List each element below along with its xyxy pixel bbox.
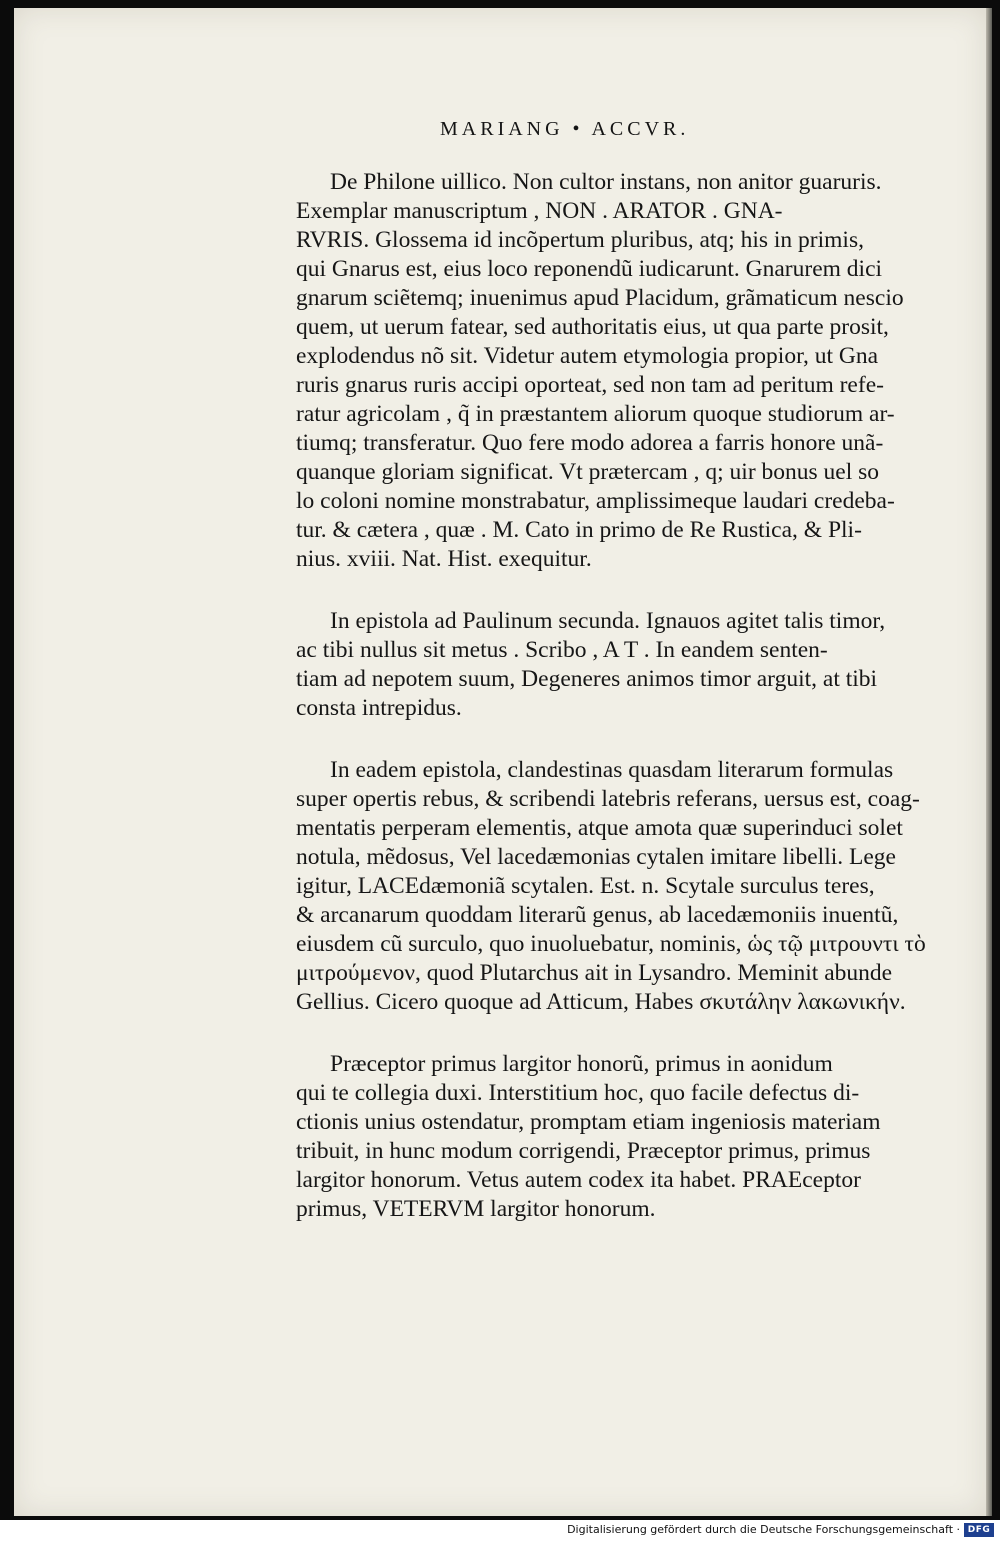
- text-line: ruris gnarus ruris accipi oporteat, sed non tam ad peritum refe-: [296, 372, 884, 398]
- dfg-logo: DFG: [964, 1523, 994, 1537]
- text-line: ratur agricolam , q̃ in præstantem aliorum quoque studiorum ar-: [296, 401, 895, 427]
- running-head: MARIANG • ACCVR.: [440, 118, 690, 140]
- page-edge: [986, 8, 992, 1516]
- text-line: Præceptor primus largitor honorũ, primus in aonidum: [330, 1051, 833, 1077]
- paragraph: [296, 756, 932, 1017]
- text-line: lo coloni nomine monstrabatur, amplissimeque laudari credeba-: [296, 488, 895, 514]
- text-line: qui Gnarus est, eius loco reponendũ iudicarunt. Gnarurem dici: [296, 256, 883, 282]
- text-line: De Philone uillico. Non cultor instans, non anitor guaruris.: [330, 169, 882, 195]
- text-line: tribuit, in hunc modum corrigendi, Præceptor primus, primus: [296, 1138, 871, 1164]
- text-line: explodendus nõ sit. Videtur autem etymologia propior, ut Gna: [296, 343, 879, 369]
- text-line: qui te collegia duxi. Interstitium hoc, quo facile defectus di-: [296, 1080, 860, 1106]
- text-line: tiumq; transferatur. Quo fere modo adorea a farris honore unã-: [296, 430, 884, 456]
- text-line: tur. & cætera , quæ . M. Cato in primo de Re Rustica, & Pli-: [296, 517, 862, 543]
- text-line: igitur, LACEdæmoniã scytalen. Est. n. Scytale surculus teres,: [296, 873, 875, 899]
- text-line: gnarum sciẽtemq; inuenimus apud Placidum, grãmaticum nescio: [296, 285, 904, 311]
- text-line: quem, ut uerum fatear, sed authoritatis eius, ut qua parte prosit,: [296, 314, 889, 340]
- text-line: ac tibi nullus sit metus . Scribo , A T . In eandem senten-: [296, 637, 828, 663]
- text-line: quanque gloriam significat. Vt prætercam , q; uir bonus uel so: [296, 459, 880, 485]
- funding-credit: Digitalisierung gefördert durch die Deutsche Forschungsgemeinschaft ·: [567, 1523, 960, 1536]
- text-line: In epistola ad Paulinum secunda. Ignauos agitet talis timor,: [330, 608, 886, 634]
- text-block: [296, 168, 932, 1257]
- text-line: primus, VETERVM largitor honorum.: [296, 1196, 656, 1222]
- text-line: super opertis rebus, & scribendi latebris referans, uersus est, coag-: [296, 786, 920, 812]
- paragraph: [296, 1050, 932, 1224]
- text-line: consta intrepidus.: [296, 695, 462, 721]
- text-line: nius. xviii. Nat. Hist. exequitur.: [296, 546, 592, 572]
- text-line: In eadem epistola, clandestinas quasdam literarum formulas: [330, 757, 894, 783]
- footer-bar: [0, 1520, 1000, 1541]
- paragraph: [296, 168, 932, 574]
- text-line: & arcanarum quoddam literarũ genus, ab lacedæmoniis inuentũ,: [296, 902, 899, 928]
- paragraph: [296, 607, 932, 723]
- text-line: notula, mẽdosus, Vel lacedæmonias cytalen imitare libelli. Lege: [296, 844, 896, 870]
- text-line: mentatis perperam elementis, atque amota quæ superinduci solet: [296, 815, 903, 841]
- text-line: Gellius. Cicero quoque ad Atticum, Habes σκυτάλην λακωνικήν.: [296, 989, 906, 1015]
- text-line: eiusdem cũ surculo, quo inuoluebatur, nominis, ὡς τῷ μιτρουντι τὸ: [296, 931, 926, 957]
- text-line: RVRIS. Glossema id incõpertum pluribus, atq; his in primis,: [296, 227, 864, 253]
- text-line: largitor honorum. Vetus autem codex ita habet. PRAEceptor: [296, 1167, 861, 1193]
- text-line: tiam ad nepotem suum, Degeneres animos timor arguit, at tibi: [296, 666, 878, 692]
- text-line: μιτρούμενον, quod Plutarchus ait in Lysandro. Meminit abunde: [296, 960, 893, 986]
- text-line: Exemplar manuscriptum , NON . ARATOR . GNA-: [296, 198, 783, 224]
- text-line: ctionis unius ostendatur, promptam etiam ingeniosis materiam: [296, 1109, 881, 1135]
